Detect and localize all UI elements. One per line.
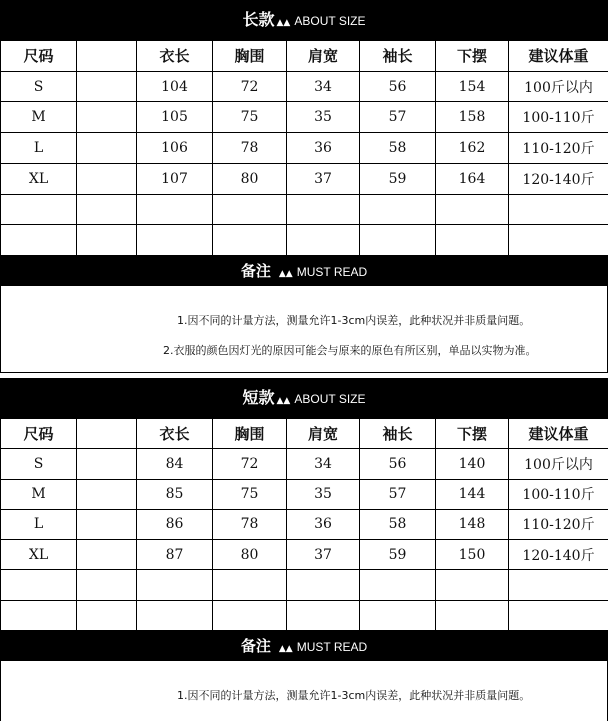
table-cell: 36 — [287, 509, 360, 539]
table-cell: 78 — [213, 133, 287, 164]
table-cell — [287, 194, 360, 225]
table-cell: 56 — [360, 449, 436, 479]
table-cell — [1, 600, 77, 630]
table-cell: M — [1, 479, 77, 509]
table-cell: 75 — [213, 479, 287, 509]
table-cell — [77, 225, 137, 256]
table-cell: 100斤以内 — [509, 449, 608, 479]
table-cell: 107 — [137, 163, 213, 194]
table-cell — [77, 540, 137, 570]
short-notice-title-cn: 备注 — [241, 637, 271, 655]
table-cell: 57 — [360, 479, 436, 509]
table-cell — [137, 570, 213, 600]
table-header-cell — [77, 41, 137, 72]
table-cell — [360, 225, 436, 256]
table-row — [1, 102, 608, 133]
table-header-row — [1, 41, 608, 72]
table-cell — [213, 600, 287, 630]
triangle-icon: ▲▲ — [279, 644, 293, 654]
long-notice-title-cn: 备注 — [241, 262, 271, 280]
table-cell: 75 — [213, 102, 287, 133]
table-cell: 100-110斤 — [509, 479, 608, 509]
table-cell: 84 — [137, 449, 213, 479]
table-cell: 56 — [360, 71, 436, 102]
table-row — [1, 225, 608, 256]
table-cell — [77, 163, 137, 194]
table-header-cell: 尺码 — [1, 419, 77, 449]
table-cell: 100-110斤 — [509, 102, 608, 133]
table-header-cell: 衣长 — [137, 419, 213, 449]
table-cell — [1, 225, 77, 256]
table-cell: 37 — [287, 540, 360, 570]
table-header-cell: 建议体重 — [509, 41, 608, 72]
table-cell: L — [1, 133, 77, 164]
long-size-table-body — [1, 41, 608, 256]
table-row — [1, 133, 608, 164]
table-cell — [77, 600, 137, 630]
table-cell: 57 — [360, 102, 436, 133]
table-cell: 144 — [436, 479, 509, 509]
table-header-cell: 胸围 — [213, 419, 287, 449]
table-cell — [436, 225, 509, 256]
table-cell — [77, 509, 137, 539]
table-cell: 120-140斤 — [509, 540, 608, 570]
table-cell: 164 — [436, 163, 509, 194]
long-size-header — [0, 0, 608, 40]
table-cell — [77, 71, 137, 102]
table-cell: 110-120斤 — [509, 509, 608, 539]
table-cell: 158 — [436, 102, 509, 133]
table-cell: L — [1, 509, 77, 539]
short-title-en: ABOUT SIZE — [294, 392, 365, 406]
table-row — [1, 570, 608, 600]
table-row — [1, 194, 608, 225]
table-cell: 36 — [287, 133, 360, 164]
short-size-section — [0, 378, 608, 721]
table-row — [1, 509, 608, 539]
table-header-row — [1, 419, 608, 449]
table-cell: 100斤以内 — [509, 71, 608, 102]
table-cell: 148 — [436, 509, 509, 539]
table-cell — [287, 225, 360, 256]
table-cell — [137, 194, 213, 225]
table-cell: 87 — [137, 540, 213, 570]
table-cell: XL — [1, 163, 77, 194]
table-cell: 37 — [287, 163, 360, 194]
short-size-table — [0, 418, 608, 631]
table-cell — [77, 194, 137, 225]
table-cell: 154 — [436, 71, 509, 102]
table-cell: M — [1, 102, 77, 133]
table-cell — [1, 570, 77, 600]
table-cell — [77, 449, 137, 479]
table-header-cell — [77, 419, 137, 449]
table-cell: 59 — [360, 540, 436, 570]
short-notice-body — [0, 661, 608, 721]
table-cell — [436, 570, 509, 600]
table-header-cell: 下摆 — [436, 41, 509, 72]
table-row — [1, 71, 608, 102]
long-notice-line-1: 1.因不同的计量方法，测量允许1-3cm内误差，此种状况并非质量问题。 — [177, 312, 530, 328]
table-cell: 35 — [287, 479, 360, 509]
table-cell: 80 — [213, 163, 287, 194]
table-cell: 59 — [360, 163, 436, 194]
table-cell — [213, 194, 287, 225]
table-cell — [436, 600, 509, 630]
table-cell — [509, 194, 608, 225]
table-cell: 34 — [287, 449, 360, 479]
long-title-cn: 长款 — [243, 10, 275, 29]
table-cell: 34 — [287, 71, 360, 102]
table-row — [1, 163, 608, 194]
table-cell — [360, 600, 436, 630]
table-cell: 72 — [213, 449, 287, 479]
table-cell — [509, 225, 608, 256]
short-title-cn: 短款 — [243, 388, 275, 407]
triangle-icon: ▲▲ — [279, 269, 293, 279]
long-size-table — [0, 40, 608, 256]
long-notice-title-en: MUST READ — [297, 265, 367, 279]
table-cell: 85 — [137, 479, 213, 509]
table-cell — [137, 600, 213, 630]
long-title-en: ABOUT SIZE — [294, 14, 365, 28]
table-header-cell: 胸围 — [213, 41, 287, 72]
table-cell — [509, 570, 608, 600]
table-cell — [509, 600, 608, 630]
table-cell: 110-120斤 — [509, 133, 608, 164]
table-header-cell: 下摆 — [436, 419, 509, 449]
triangle-icon: ▲▲ — [277, 18, 291, 28]
table-row — [1, 540, 608, 570]
table-cell: 162 — [436, 133, 509, 164]
table-cell: 106 — [137, 133, 213, 164]
short-size-table-body — [1, 419, 608, 631]
table-cell: S — [1, 449, 77, 479]
table-cell: 86 — [137, 509, 213, 539]
table-cell — [360, 194, 436, 225]
short-size-header — [0, 378, 608, 418]
table-cell: 140 — [436, 449, 509, 479]
triangle-icon: ▲▲ — [277, 396, 291, 406]
table-cell — [77, 102, 137, 133]
table-cell: XL — [1, 540, 77, 570]
table-cell — [360, 570, 436, 600]
table-cell: 150 — [436, 540, 509, 570]
table-cell: 104 — [137, 71, 213, 102]
table-cell: 35 — [287, 102, 360, 133]
table-header-cell: 肩宽 — [287, 419, 360, 449]
table-cell — [77, 479, 137, 509]
table-cell: 105 — [137, 102, 213, 133]
table-row — [1, 479, 608, 509]
long-notice-line-2: 2.衣服的颜色因灯光的原因可能会与原来的原色有所区别，单品以实物为准。 — [163, 342, 537, 358]
short-notice-header — [0, 631, 608, 661]
table-cell: 58 — [360, 133, 436, 164]
table-row — [1, 449, 608, 479]
table-cell — [436, 194, 509, 225]
table-header-cell: 建议体重 — [509, 419, 608, 449]
table-cell — [287, 570, 360, 600]
table-cell — [137, 225, 213, 256]
table-header-cell: 尺码 — [1, 41, 77, 72]
long-notice-header — [0, 256, 608, 286]
table-header-cell: 衣长 — [137, 41, 213, 72]
table-cell — [213, 570, 287, 600]
table-cell: 58 — [360, 509, 436, 539]
short-notice-line-1: 1.因不同的计量方法，测量允许1-3cm内误差，此种状况并非质量问题。 — [177, 687, 530, 703]
table-row — [1, 600, 608, 630]
table-header-cell: 袖长 — [360, 419, 436, 449]
table-cell: 120-140斤 — [509, 163, 608, 194]
table-cell: 80 — [213, 540, 287, 570]
table-cell — [287, 600, 360, 630]
table-header-cell: 肩宽 — [287, 41, 360, 72]
table-cell — [77, 133, 137, 164]
table-cell: S — [1, 71, 77, 102]
table-cell — [1, 194, 77, 225]
table-cell: 72 — [213, 71, 287, 102]
short-notice-title-en: MUST READ — [297, 640, 367, 654]
table-cell — [77, 570, 137, 600]
long-notice-body — [0, 286, 608, 372]
table-header-cell: 袖长 — [360, 41, 436, 72]
table-cell — [213, 225, 287, 256]
table-cell: 78 — [213, 509, 287, 539]
